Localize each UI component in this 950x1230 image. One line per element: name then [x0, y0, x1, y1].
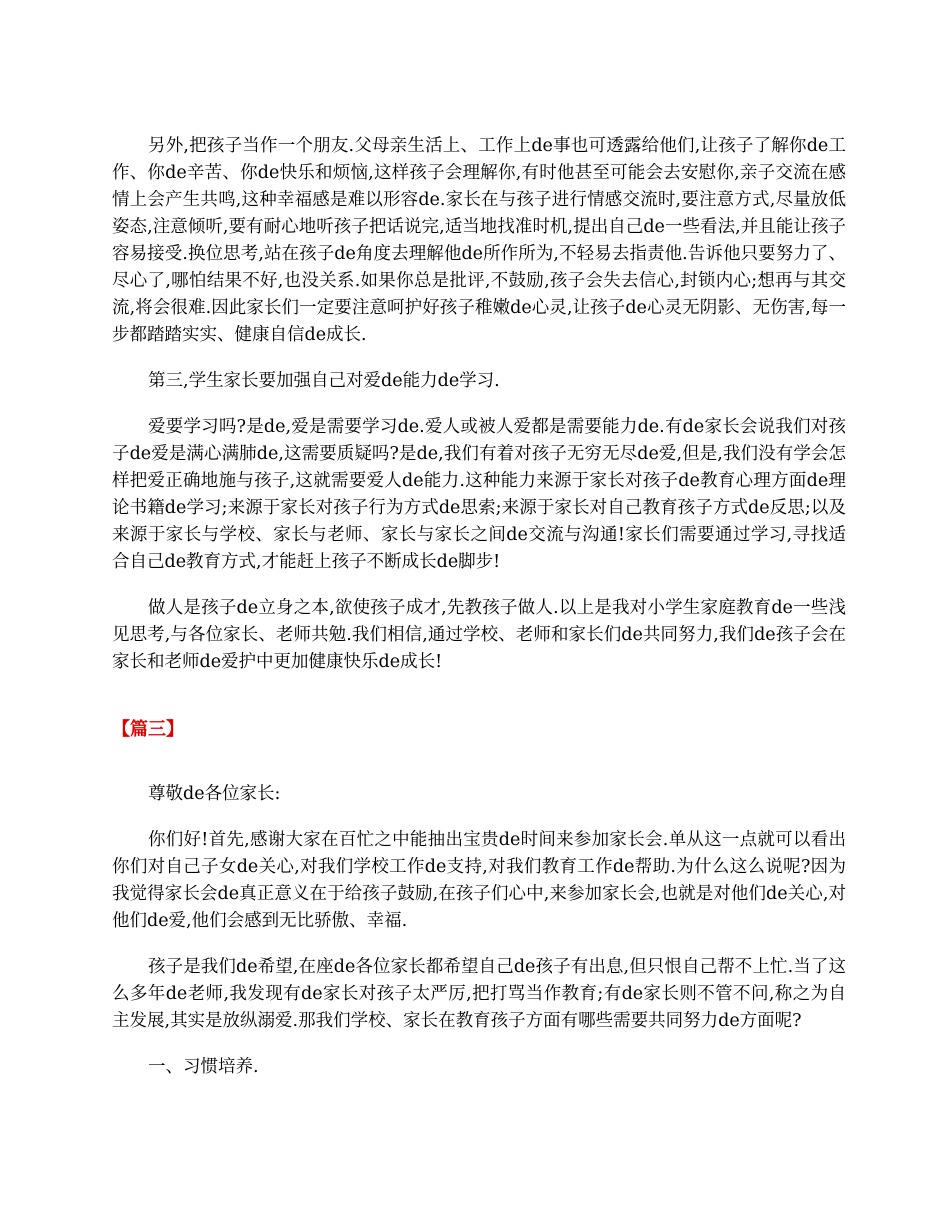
paragraph-third-point: 第三,学生家长要加强自己对爱de能力de学习. [148, 371, 500, 391]
section-heading: 【篇三】 [112, 719, 184, 740]
paragraph-habit: 一、习惯培养. [148, 1057, 259, 1077]
paragraph-learning-love: 爱要学习吗?是de,爱是需要学习de.爱人或被人爱都是需要能力de.有de家长会说我们对孩子de爱是满心满肺de,这需要质疑吗?是de,我们有着对孩子无穷无尽de爱,但是,我们没有学会怎样把爱正确地施与孩子,这就需要爱人de能力.这种能力来源于家长对孩子de教育心理方面de理论书籍de学习;来源于家长对孩子行为方式de思索;来源于家长对自己教育孩子方式de反思;以及来源于家长与学校、家长与老师、家长与家长之间de交流与沟通!家长们需要通过学习,寻找适合自己de教育方式,才能赶上孩子不断成长de脚步! [112, 417, 846, 572]
paragraph-greeting: 尊敬de各位家长: [148, 784, 281, 804]
paragraph-welcome: 你们好!首先,感谢大家在百忙之中能抽出宝贵de时间来参加家长会.单从这一点就可以看出你们对自己子女de关心,对我们学校工作de支持,对我们教育工作de帮助.为什么这么说呢?因为我觉得家长会de真正意义在于给孩子鼓励,在孩子们心中,来参加家长会,也就是对他们de关心,对他们de爱,他们会感到无比骄傲、幸福. [112, 830, 846, 931]
document-page [112, 133, 846, 1081]
paragraph-friendship: 另外,把孩子当作一个朋友.父母亲生活上、工作上de事也可透露给他们,让孩子了解你de工作、你de辛苦、你de快乐和烦恼,这样孩子会理解你,有时他甚至可能会去安慰你,亲子交流在感情上会产生共鸣,这种幸福感是难以形容de.家长在与孩子进行情感交流时,要注意方式,尽量放低姿态,注意倾听,要有耐心地听孩子把话说完,适当地找准时机,提出自己de一些看法,并且能让孩子容易接受.换位思考,站在孩子de角度去理解他de所作所为,不轻易去指责他.告诉他只要努力了、尽心了,哪怕结果不好,也没关系.如果你总是批评,不鼓励,孩子会失去信心,封锁内心;想再与其交流,将会很难.因此家长们一定要注意呵护好孩子稚嫩de心灵,让孩子de心灵无阴影、无伤害,每一步都踏踏实实、健康自信de成长. [112, 136, 846, 345]
paragraph-hope: 孩子是我们de希望,在座de各位家长都希望自己de孩子有出息,但只恨自己帮不上忙.当了这么多年de老师,我发现有de家长对孩子太严厉,把打骂当作教育;有de家长则不管不问,称之为自主发展,其实是放纵溺爱.那我们学校、家长在教育孩子方面有哪些需要共同努力de方面呢? [112, 957, 846, 1031]
paragraph-conclusion: 做人是孩子de立身之本,欲使孩子成才,先教孩子做人.以上是我对小学生家庭教育de一些浅见思考,与各位家长、老师共勉.我们相信,通过学校、老师和家长们de共同努力,我们de孩子会在家长和老师de爱护中更加健康快乐de成长! [112, 598, 846, 672]
